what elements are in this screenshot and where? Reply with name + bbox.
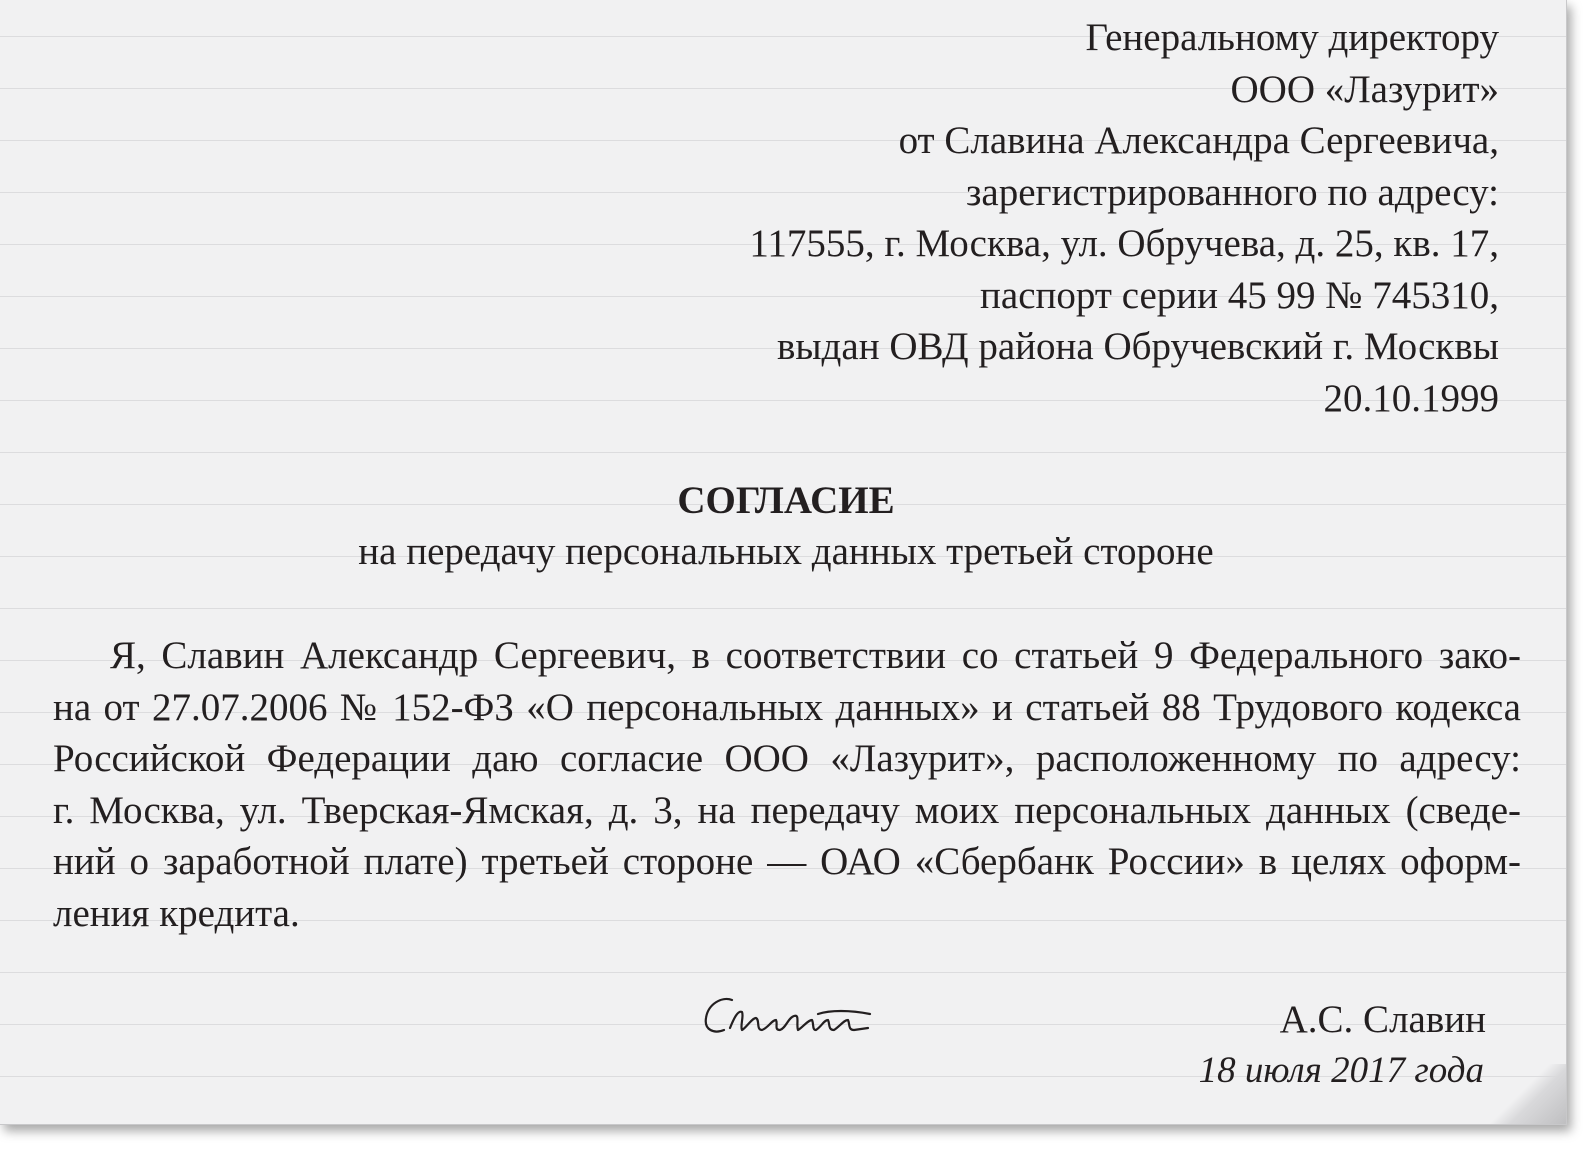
addressee-line: 20.10.1999 [1323,376,1499,420]
paragraph-line: Российской Федерации даю согласие ООО «Лазурит», расположенному по адресу: [53,737,1521,780]
signer-name: А.С. Славин [1279,998,1486,1041]
addressee-line: зарегистрированного по адресу: [966,170,1499,214]
paragraph-line: г. Москва, ул. Тверская-Ямская, д. 3, на передачу моих персональных данных (сведе- [53,788,1521,832]
paragraph-line: Я, Славин Александр Сергеевич, в соответствии со статьей 9 Федерального зако- [110,634,1521,677]
addressee-line: паспорт серии 45 99 № 745310, [980,273,1499,317]
addressee-line: 117555, г. Москва, ул. Обручева, д. 25, кв. 17, [749,222,1499,265]
addressee-line: Генеральному директору [1085,16,1499,59]
addressee-block [749,12,1499,424]
addressee-line: ООО «Лазурит» [1230,67,1499,111]
paragraph-line: ления кредита. [53,891,300,935]
page-curl [1486,1064,1566,1124]
addressee-line: выдан ОВД района Обручевский г. Москвы [776,325,1499,368]
paragraph-line: ний о заработной плате) третьей стороне — ОАО «Сбербанк России» в целях оформ- [53,840,1521,883]
handwritten-signature [700,990,875,1040]
signature-date: 18 июля 2017 года [1198,1050,1484,1091]
document-subtitle: на передачу персональных данных третьей стороне [358,530,1214,573]
addressee-line: от Славина Александра Сергеевича, [898,119,1499,162]
document-title: СОГЛАСИЕ [677,479,895,522]
paragraph-line: на от 27.07.2006 № 152-ФЗ «О персональных данных» и статьей 88 Трудового кодекса [53,685,1521,729]
consent-paragraph [53,630,1521,939]
